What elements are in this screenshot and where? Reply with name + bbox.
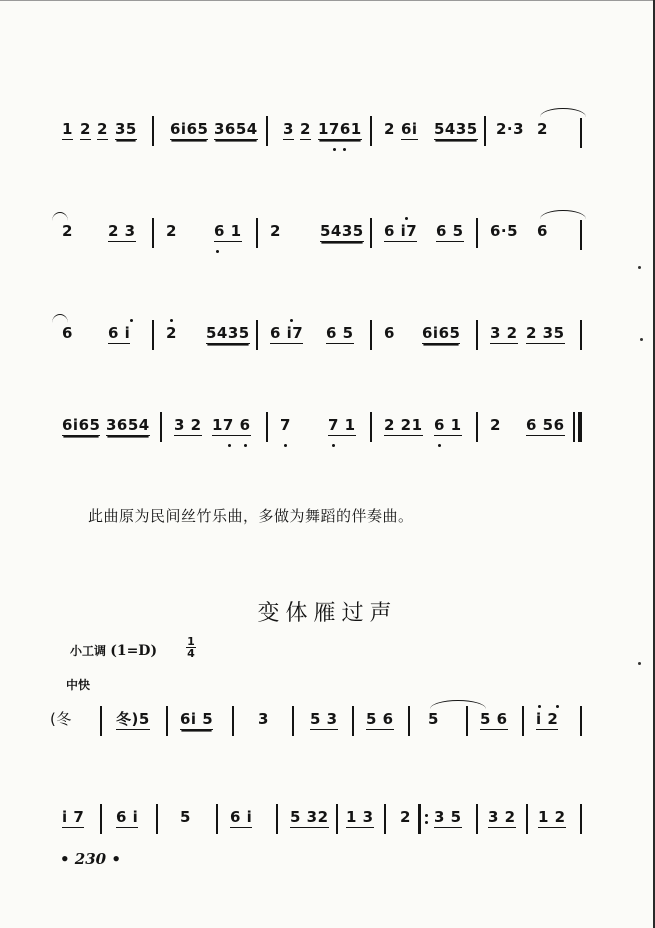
barline — [256, 218, 258, 248]
note: (冬 — [50, 710, 72, 728]
barline — [152, 116, 154, 146]
barline — [266, 412, 268, 442]
note: 6 i7 — [384, 222, 418, 240]
note: 2 — [166, 222, 177, 240]
score2-row-1 — [0, 708, 655, 748]
note: 3 5 — [434, 808, 462, 826]
note: 2 — [97, 120, 108, 138]
low-octave-dot — [216, 250, 219, 253]
page-number: • 230 • — [60, 850, 121, 868]
note: 2 — [400, 808, 411, 826]
time-denominator: 4 — [187, 647, 195, 660]
repeat-barline — [418, 804, 421, 834]
note: 6i65 — [422, 324, 461, 342]
barline — [370, 320, 372, 350]
note: 2 — [166, 324, 177, 342]
low-octave-dot — [333, 148, 336, 151]
barline — [152, 218, 154, 248]
note: 6 — [62, 324, 73, 342]
high-octave-dot — [170, 319, 173, 322]
note: 5435 — [434, 120, 478, 138]
barline — [476, 804, 478, 834]
note: 5 32 — [290, 808, 329, 826]
barline — [370, 412, 372, 442]
note: 6 i — [116, 808, 139, 826]
barline — [580, 118, 582, 148]
score-row-2 — [0, 220, 655, 260]
note: 6i65 — [170, 120, 209, 138]
piece-title: 变体雁过声 — [257, 601, 398, 626]
low-octave-dot — [438, 444, 441, 447]
note: 17 6 — [212, 416, 251, 434]
barline — [292, 706, 294, 736]
barline — [336, 804, 338, 834]
note: 6 5 — [436, 222, 464, 240]
barline — [216, 804, 218, 834]
note: 5 — [428, 710, 439, 728]
scan-speck — [640, 338, 643, 341]
note: 6 i — [108, 324, 131, 342]
note: 2 — [62, 222, 73, 240]
note: 2 — [384, 120, 395, 138]
barline — [466, 706, 468, 736]
tie-arc — [540, 108, 586, 117]
note: 7 — [280, 416, 291, 434]
note: 2 — [300, 120, 311, 138]
low-octave-dot — [228, 444, 231, 447]
barline — [526, 804, 528, 834]
note: 3 2 — [174, 416, 202, 434]
barline — [100, 706, 102, 736]
note: 6 56 — [526, 416, 565, 434]
barline — [266, 116, 268, 146]
low-octave-dot — [244, 444, 247, 447]
note: 2 — [490, 416, 501, 434]
barline — [256, 320, 258, 350]
barline — [408, 706, 410, 736]
note: 1 2 — [538, 808, 566, 826]
note: 3654 — [214, 120, 258, 138]
barline — [152, 320, 154, 350]
note: 3 — [283, 120, 294, 138]
note: i 7 — [62, 808, 85, 826]
key-label: 小工调 — [70, 644, 107, 658]
barline — [476, 218, 478, 248]
key-value: (1=D) — [110, 643, 158, 659]
barline — [276, 804, 278, 834]
annotation-text: 此曲原为民间丝竹乐曲，多做为舞蹈的伴奏曲。 — [88, 507, 414, 525]
note: 2 3 — [108, 222, 136, 240]
note: 3 2 — [490, 324, 518, 342]
barline — [476, 320, 478, 350]
barline — [484, 116, 486, 146]
score-row-4 — [0, 414, 655, 454]
barline — [476, 412, 478, 442]
time-numerator: 1 — [187, 635, 195, 648]
barline — [580, 706, 582, 736]
note: 5435 — [206, 324, 250, 342]
tie-arc — [52, 314, 68, 323]
note: 5 3 — [310, 710, 338, 728]
note: 5435 — [320, 222, 364, 240]
note: 6 1 — [214, 222, 242, 240]
barline — [370, 218, 372, 248]
note: 7 1 — [328, 416, 356, 434]
scan-speck — [638, 266, 641, 269]
high-octave-dot — [405, 217, 408, 220]
tempo-marking: 中快 — [66, 678, 91, 692]
high-octave-dot — [130, 319, 133, 322]
note: 6 1 — [434, 416, 462, 434]
note: 6 — [384, 324, 395, 342]
note: 5 6 — [366, 710, 394, 728]
score-row-1 — [0, 118, 655, 158]
high-octave-dot — [538, 705, 541, 708]
note: 2 21 — [384, 416, 423, 434]
note: 1 3 — [346, 808, 374, 826]
low-octave-dot — [332, 444, 335, 447]
note: 冬)5 — [116, 710, 150, 728]
barline — [232, 706, 234, 736]
scan-speck — [638, 662, 641, 665]
note: 6i 5 — [180, 710, 214, 728]
high-octave-dot — [556, 705, 559, 708]
tie-arc — [430, 700, 486, 709]
barline — [370, 116, 372, 146]
note: 2·3 — [496, 120, 525, 138]
barline — [580, 320, 582, 350]
score2-row-2 — [0, 806, 655, 846]
note: 6 i — [230, 808, 253, 826]
note: 6·5 — [490, 222, 519, 240]
tie-arc — [52, 212, 68, 221]
barline — [384, 804, 386, 834]
low-octave-dot — [343, 148, 346, 151]
note: 3 — [258, 710, 269, 728]
note: 1761 — [318, 120, 362, 138]
note: 2 — [537, 120, 548, 138]
note: 35 — [115, 120, 137, 138]
repeat-dots — [425, 812, 428, 826]
barline — [522, 706, 524, 736]
note: 6 i7 — [270, 324, 304, 342]
barline — [156, 804, 158, 834]
score-row-3 — [0, 322, 655, 362]
time-signature — [186, 636, 196, 659]
note: 2 — [80, 120, 91, 138]
scan-edge-top — [0, 0, 655, 1]
barline — [166, 706, 168, 736]
barline — [100, 804, 102, 834]
note: 6 — [537, 222, 548, 240]
note: 6i — [401, 120, 418, 138]
high-octave-dot — [290, 319, 293, 322]
barline — [352, 706, 354, 736]
barline — [580, 804, 582, 834]
note: 3654 — [106, 416, 150, 434]
note: 5 — [180, 808, 191, 826]
note: 6i65 — [62, 416, 101, 434]
low-octave-dot — [284, 444, 287, 447]
barline — [160, 412, 162, 442]
final-barline — [578, 412, 582, 442]
note: 1 — [62, 120, 73, 138]
key-signature — [70, 642, 157, 659]
note: 2 35 — [526, 324, 565, 342]
barline — [580, 220, 582, 250]
tie-arc — [540, 210, 586, 219]
note: 5 6 — [480, 710, 508, 728]
note: 2 — [270, 222, 281, 240]
note: 3 2 — [488, 808, 516, 826]
note: 6 5 — [326, 324, 354, 342]
note: i 2 — [536, 710, 559, 728]
